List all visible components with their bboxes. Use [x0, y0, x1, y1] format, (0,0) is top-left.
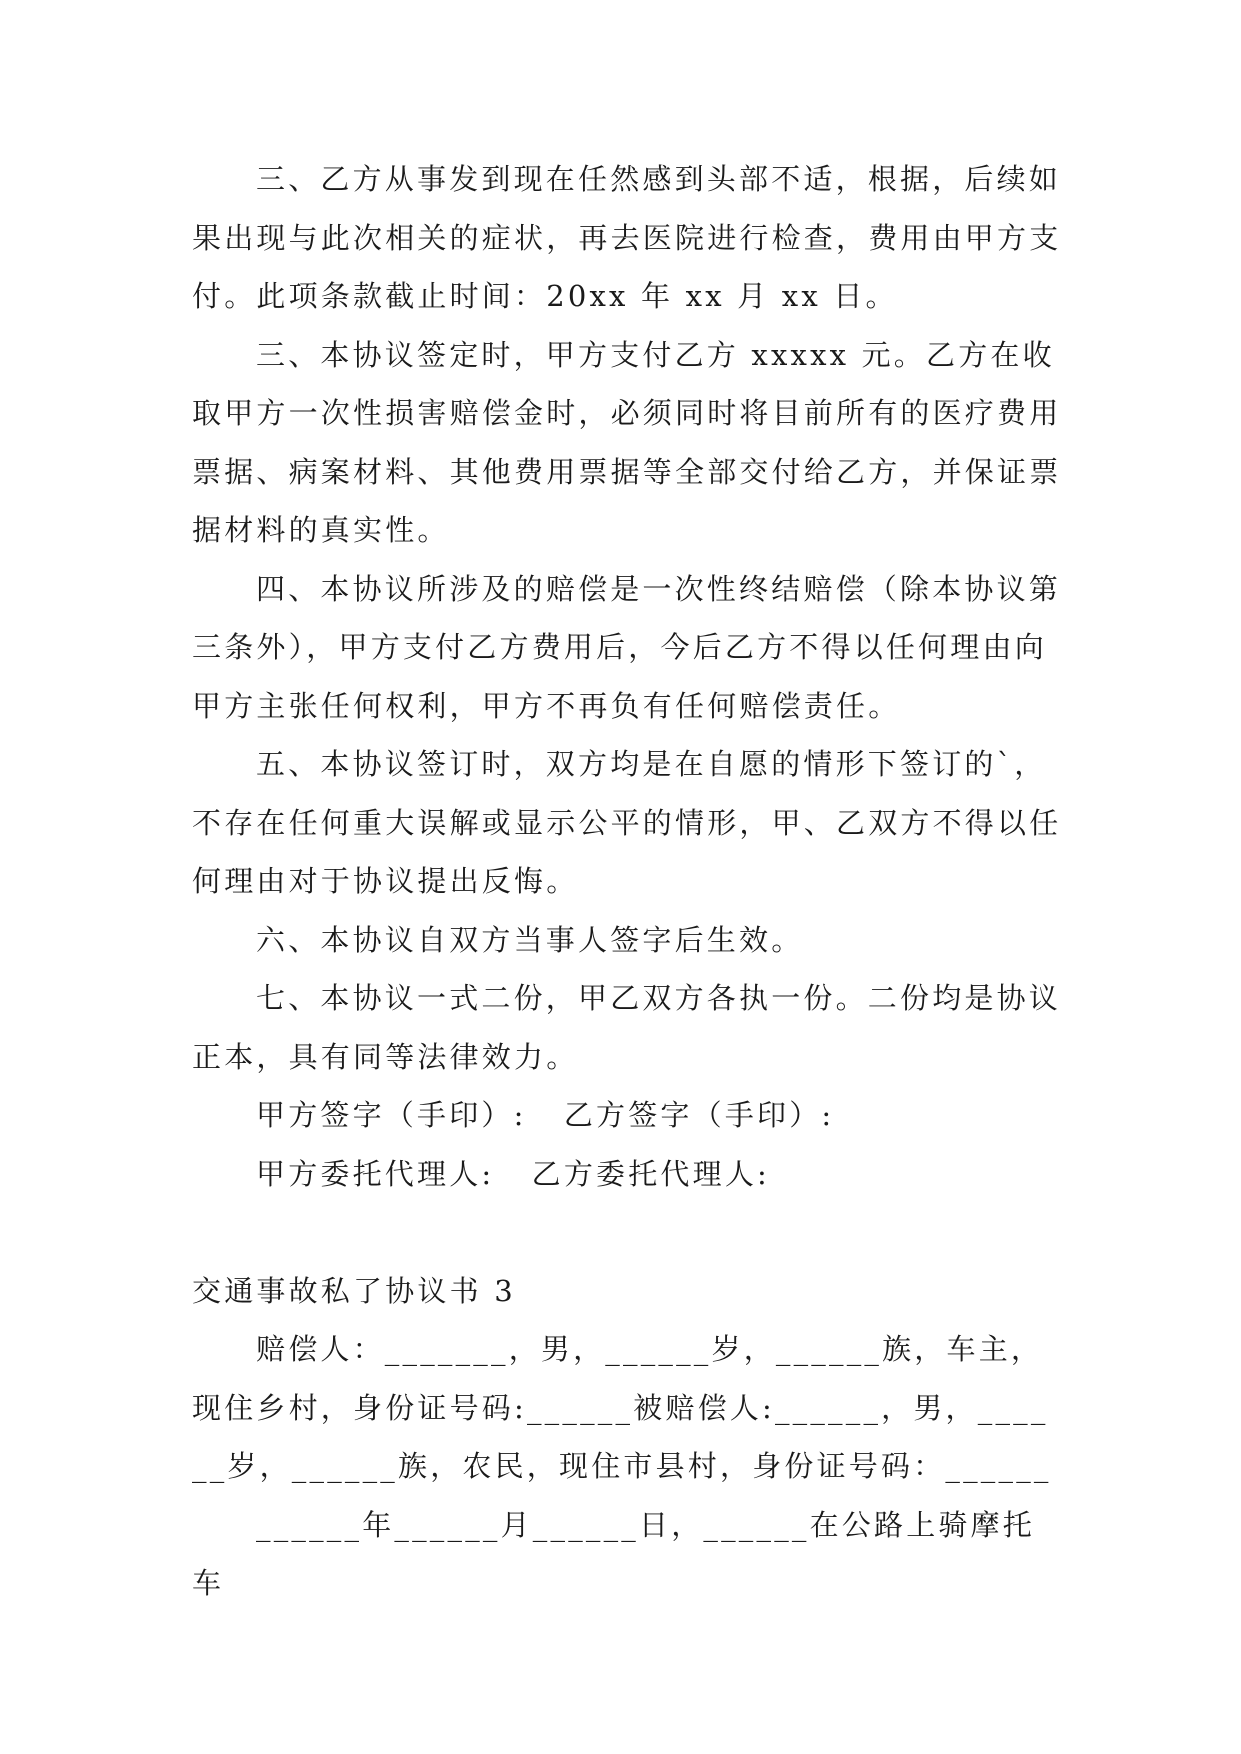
clause-paragraph: 六、本协议自双方当事人签字后生效。	[256, 922, 804, 957]
incident-paragraph: ______年______月______日，______在公路上骑摩托车	[192, 1507, 1036, 1600]
parties-paragraph: 赔偿人：_______，男，______岁，______族，车主，现住乡村，身份证号码:______被赔偿人:______，男，______岁，______族，农民，现住市县村，身份证号码：______	[192, 1332, 1052, 1483]
clause-paragraph: 三、本协议签定时，甲方支付乙方 xxxxx 元。乙方在收取甲方一次性损害赔偿金时，必须同时将目前所有的医疗费用票据、病案材料、其他费用票据等全部交付给乙方，并保证票据材料的真实性。	[192, 337, 1062, 547]
clause-paragraph: 四、本协议所涉及的赔偿是一次性终结赔偿（除本协议第三条外），甲方支付乙方费用后，今后乙方不得以任何理由向甲方主张任何权利，甲方不再负有任何赔偿责任。	[192, 571, 1062, 723]
document-body	[192, 150, 1062, 1613]
signature-line: 甲方签字（手印）: 乙方签字（手印）:	[256, 1098, 835, 1132]
section-title: 交通事故私了协议书 3	[192, 1273, 516, 1308]
clause-paragraph: 五、本协议签订时，双方均是在自愿的情形下签订的`，不存在任何重大误解或显示公平的情形，甲、乙双方不得以任何理由对于协议提出反悔。	[192, 747, 1062, 898]
clause-paragraph: 三、乙方从事发到现在任然感到头部不适，根据，后续如果出现与此次相关的症状，再去医院进行检查，费用由甲方支付。此项条款截止时间：20xx 年 xx 月 xx 日。	[192, 162, 1062, 313]
clause-paragraph: 七、本协议一式二份，甲乙双方各执一份。二份均是协议正本，具有同等法律效力。	[192, 981, 1062, 1074]
blank-line	[192, 1203, 1062, 1262]
agent-line: 甲方委托代理人: 乙方委托代理人:	[256, 1156, 770, 1191]
